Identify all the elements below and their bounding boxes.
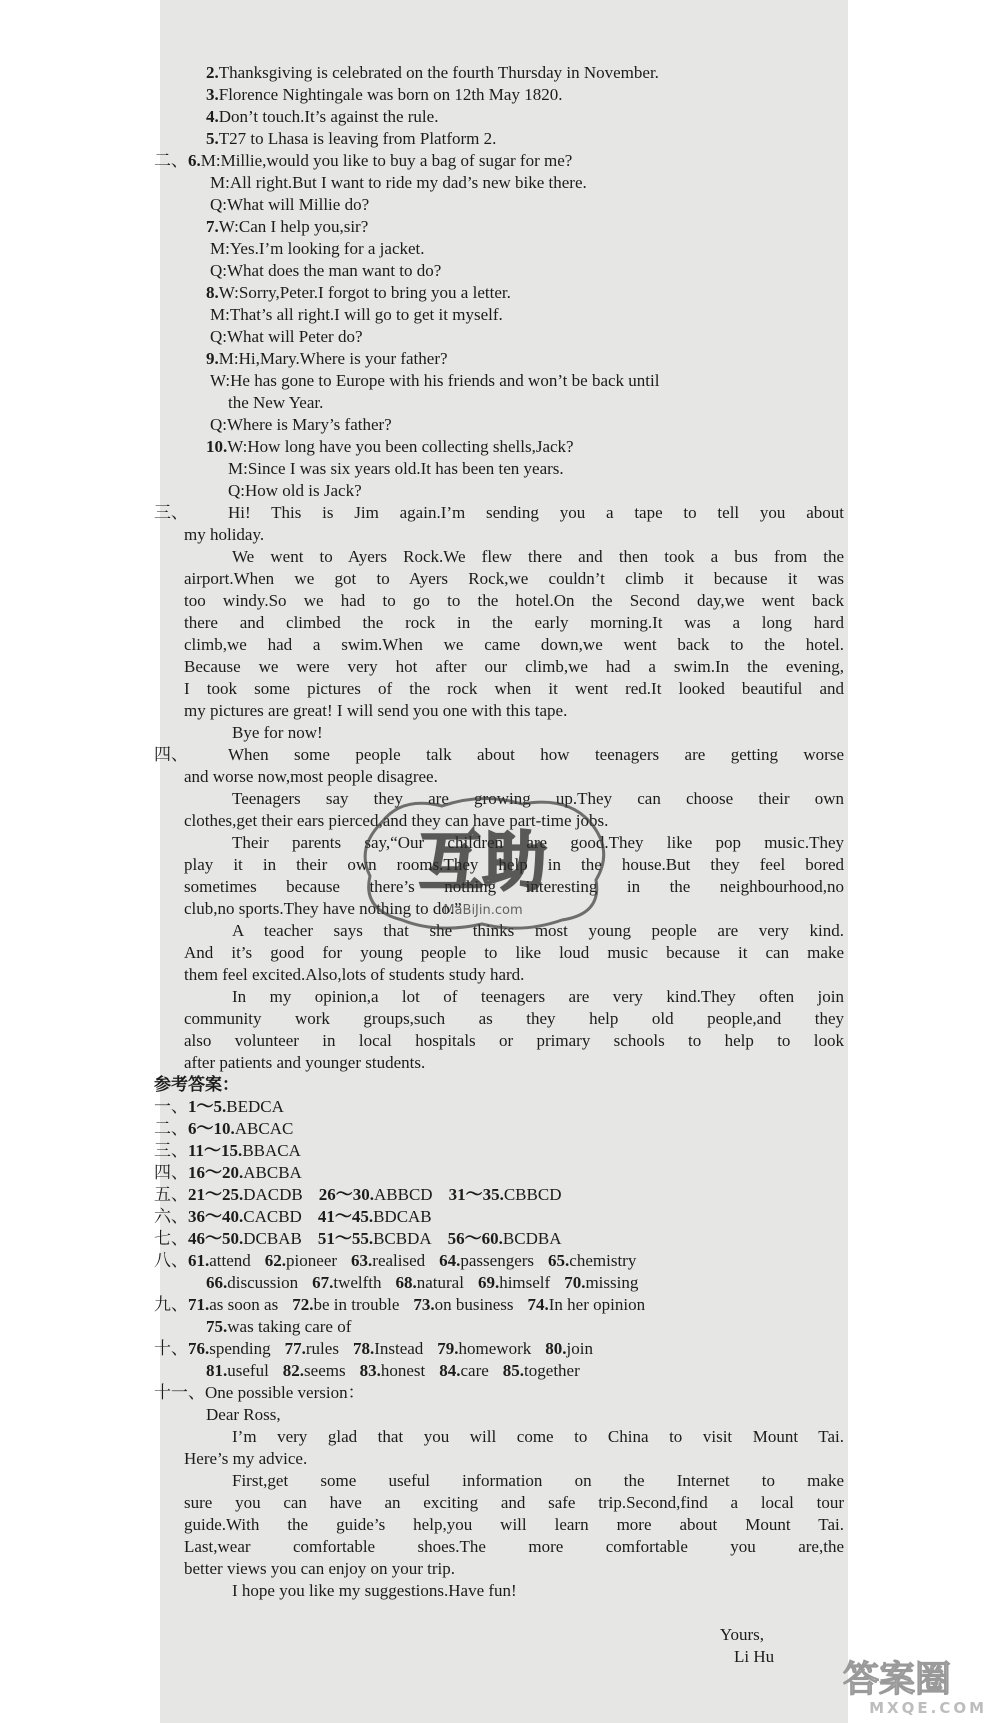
answer-range: 6～10. [188,1119,235,1138]
section4-line: clothes,get their ears pierced,and they can have part-time jobs. [184,811,609,830]
answer-range: 56～60. [447,1229,503,1248]
dialogue-line: M:All right.But I want to ride my dad’s new bike there. [210,173,587,192]
answer-row-label: 二、 [154,1119,188,1138]
section4-line: Teenagers say they are growing up.They can choose their own [232,789,844,808]
word-answer: realised [372,1251,426,1270]
word-number: 74. [527,1295,549,1314]
word-row [154,1360,844,1382]
dialogue-line: W:He has gone to Europe with his friends and won’t be back until [210,371,660,390]
word-number: 85. [502,1361,525,1380]
section4-line: A teacher says that she thinks most young people are very kind. [232,921,844,940]
section4-line: them feel excited.Also,lots of students study hard. [184,965,525,984]
section4-line: after patients and younger students. [184,1053,426,1072]
word-answer: chemistry [569,1251,637,1270]
answer-row-label: 七、 [154,1229,188,1248]
listening-item: 3.Florence Nightingale was born on 12th May 1820. [206,85,563,104]
section3-line: there and climbed the rock in the early morning.It was a long hard [184,613,844,632]
letter-line: First,get some useful information on the Internet to make [232,1471,844,1490]
word-number: 67. [312,1273,334,1292]
answer-value: DCBAB [243,1229,302,1248]
letter-line: I hope you like my suggestions.Have fun! [232,1581,517,1600]
word-number: 61. [188,1251,210,1270]
word-answer: natural [416,1273,464,1292]
letter-line: better views you can enjoy on your trip. [184,1559,455,1578]
letter-line: guide.With the guide’s help,you will learn more about Mount Tai. [184,1515,844,1534]
word-number: 75. [206,1317,228,1336]
answer-range: 31～35. [448,1185,504,1204]
word-answers [154,1250,844,1382]
dialogue-10: 10.W:How long have you been collecting shells,Jack? [206,437,574,456]
letter-closing: Yours, [719,1625,764,1644]
stamp-sub: MaBiJin.com [443,903,523,918]
word-row-label: 八、 [154,1251,188,1270]
word-number: 68. [395,1273,417,1292]
answer-row-label: 三、 [154,1141,188,1160]
word-answer: attend [209,1251,251,1270]
answer-value: DACDB [243,1185,303,1204]
word-number: 80. [545,1339,567,1358]
answer-value: BBACA [242,1141,301,1160]
section4-line: also volunteer in local hospitals or primary schools to help to look [184,1031,844,1050]
answer-range: 26～30. [318,1185,375,1204]
word-number: 62. [264,1251,287,1270]
word-answer: seems [304,1361,346,1380]
answer-value: ABCBA [243,1163,302,1182]
site-logo [843,1660,993,1718]
section4-line: And it’s good for young people to like loud music because it can make [184,943,844,962]
section4-line: Their parents say,“Our children are good.They like pop music.They [232,833,844,852]
word-number: 84. [439,1361,461,1380]
answer-range: 21～25. [188,1185,244,1204]
dialogue-line: Q:What does the man want to do? [210,261,442,280]
section4-line: play it in their own rooms.They help in the house.But they feel bored [184,855,844,874]
stamp-chars: 互助 [419,826,547,900]
answer-value: ABBCD [374,1185,433,1204]
section3-line: airport.When we got to Ayers Rock,we couldn’t climb it because it was [184,569,844,588]
word-number: 72. [292,1295,314,1314]
dialogue-line: Q:What will Millie do? [210,195,370,214]
dialogue-9: 9.M:Hi,Mary.Where is your father? [206,349,448,368]
section3-line: Bye for now! [232,723,323,742]
word-answer: rules [305,1339,339,1358]
word-number: 65. [548,1251,570,1270]
answer-row [154,1206,844,1228]
word-number: 82. [282,1361,305,1380]
word-answer: passengers [460,1251,535,1270]
word-row [154,1272,844,1294]
word-number: 78. [352,1339,375,1358]
answer-row-label: 一、 [154,1097,188,1116]
answers-heading: 参考答案： [154,1075,239,1094]
answer-value: BDCAB [373,1207,432,1226]
dialogue-line: M:That’s all right.I will go to get it myself. [210,305,503,324]
word-number: 63. [351,1251,373,1270]
answer-value: BEDCA [226,1097,284,1116]
dialogue-8: 8.W:Sorry,Peter.I forgot to bring you a letter. [206,283,511,302]
section3-line: Because we were very hot after our climb,we had a swim.In the evening, [184,657,844,676]
letter-line: Here’s my advice. [184,1449,308,1468]
answer-range: 1～5. [188,1097,227,1116]
word-number: 76. [188,1339,210,1358]
answer-row [154,1162,844,1184]
answer-row-label: 四、 [154,1163,188,1182]
listening-item: 4.Don’t touch.It’s against the rule. [206,107,439,126]
writing-header: 十一、One possible version： [154,1383,365,1402]
answer-range: 36～40. [188,1207,244,1226]
word-answer: honest [380,1361,426,1380]
word-row [154,1250,844,1272]
word-number: 64. [439,1251,461,1270]
word-answer: homework [458,1339,532,1358]
answer-value: BCDBA [502,1229,562,1248]
answer-range: 51～55. [317,1229,374,1248]
letter-signature: Li Hu [734,1647,775,1666]
word-number: 81. [206,1361,228,1380]
answer-row [154,1096,844,1118]
word-answer: care [460,1361,489,1380]
dialogue-line: M:Yes.I’m looking for a jacket. [210,239,425,258]
word-answer: pioneer [286,1251,338,1270]
logo-url: MXQE.COM [869,1699,987,1717]
letter-greeting: Dear Ross, [206,1405,281,1424]
section3-line: climb,we had a swim.When we came down,we went back to the hotel. [184,635,844,654]
word-answer: In her opinion [548,1295,646,1314]
word-row [154,1316,844,1338]
section3-line: my pictures are great! I will send you one with this tape. [184,701,568,720]
word-row-label: 十、 [154,1339,188,1358]
word-row [154,1294,844,1316]
letter-line: sure you can have an exciting and safe trip.Second,find a local tour [184,1493,844,1512]
word-number: 73. [413,1295,435,1314]
dialogue-6: 二、6.M:Millie,would you like to buy a bag of sugar for me? [154,151,573,170]
word-row-label: 九、 [154,1295,188,1314]
dialogue-line: Q:Where is Mary’s father? [210,415,392,434]
word-number: 79. [437,1339,459,1358]
word-answer: was taking care of [227,1317,352,1336]
answer-range: 46～50. [188,1229,244,1248]
section3-line: I took some pictures of the rock when it went red.It looked beautiful and [184,679,844,698]
answer-row [154,1228,844,1250]
section3-line: 三、 Hi! This is Jim again.I’m sending you a tape to tell you about [154,503,844,522]
answer-range: 16～20. [188,1163,244,1182]
answer-value: CACBD [243,1207,302,1226]
answer-value: BCBDA [373,1229,432,1248]
word-number: 66. [206,1273,228,1292]
word-answer: together [524,1361,580,1380]
section4-line: 四、 When some people talk about how teenagers are getting worse [154,745,844,764]
answer-row-label: 六、 [154,1207,188,1226]
word-number: 77. [284,1339,306,1358]
word-number: 71. [188,1295,210,1314]
word-answer: spending [209,1339,271,1358]
section3-line: We went to Ayers Rock.We flew there and then took a bus from the [232,547,844,566]
section4-line: community work groups,such as they help old people,and they [184,1009,844,1028]
section4-line: club,no sports.They have nothing to do.” [184,899,462,918]
letter-line: Last,wear comfortable shoes.The more comfortable you are,the [184,1537,844,1556]
answer-value: CBBCD [503,1185,562,1204]
word-answer: twelfth [333,1273,382,1292]
word-answer: useful [227,1361,269,1380]
word-number: 69. [477,1273,500,1292]
answer-range: 41～45. [317,1207,374,1226]
dialogue-line: the New Year. [228,393,324,412]
answer-value: ABCAC [234,1119,294,1138]
section4-line: and worse now,most people disagree. [184,767,438,786]
word-answer: join [566,1339,593,1358]
dialogue-7: 7.W:Can I help you,sir? [206,217,369,236]
answer-row [154,1140,844,1162]
dialogue-line: Q:How old is Jack? [228,481,362,500]
listening-item: 5.T27 to Lhasa is leaving from Platform 2. [206,129,497,148]
word-answer: missing [585,1273,639,1292]
word-answer: be in trouble [313,1295,400,1314]
word-row [154,1338,844,1360]
answer-row-label: 五、 [154,1185,188,1204]
word-answer: himself [499,1273,551,1292]
section3-line: my holiday. [184,525,265,544]
letter-line: I’m very glad that you will come to China to visit Mount Tai. [232,1427,844,1446]
answer-row [154,1184,844,1206]
section4-line: In my opinion,a lot of teenagers are very kind.They often join [232,987,844,1006]
section3-line: too windy.So we had to go to the hotel.On the Second day,we went back [184,591,844,610]
word-number: 70. [564,1273,586,1292]
logo-mark: 答案圈 [843,1659,952,1700]
dialogue-line: M:Since I was six years old.It has been ten years. [228,459,564,478]
word-answer: on business [434,1295,514,1314]
answer-row [154,1118,844,1140]
word-answer: Instead [374,1339,424,1358]
section4-line: sometimes because there’s nothing interesting in the neighbourhood,no [184,877,844,896]
answer-range: 11～15. [188,1141,243,1160]
word-answer: discussion [227,1273,299,1292]
watermark-stamp [352,792,614,932]
word-number: 83. [359,1361,381,1380]
listening-item: 2.Thanksgiving is celebrated on the fourth Thursday in November. [206,63,659,82]
dialogue-line: Q:What will Peter do? [210,327,363,346]
word-answer: as soon as [209,1295,279,1314]
answer-key [154,1096,844,1250]
